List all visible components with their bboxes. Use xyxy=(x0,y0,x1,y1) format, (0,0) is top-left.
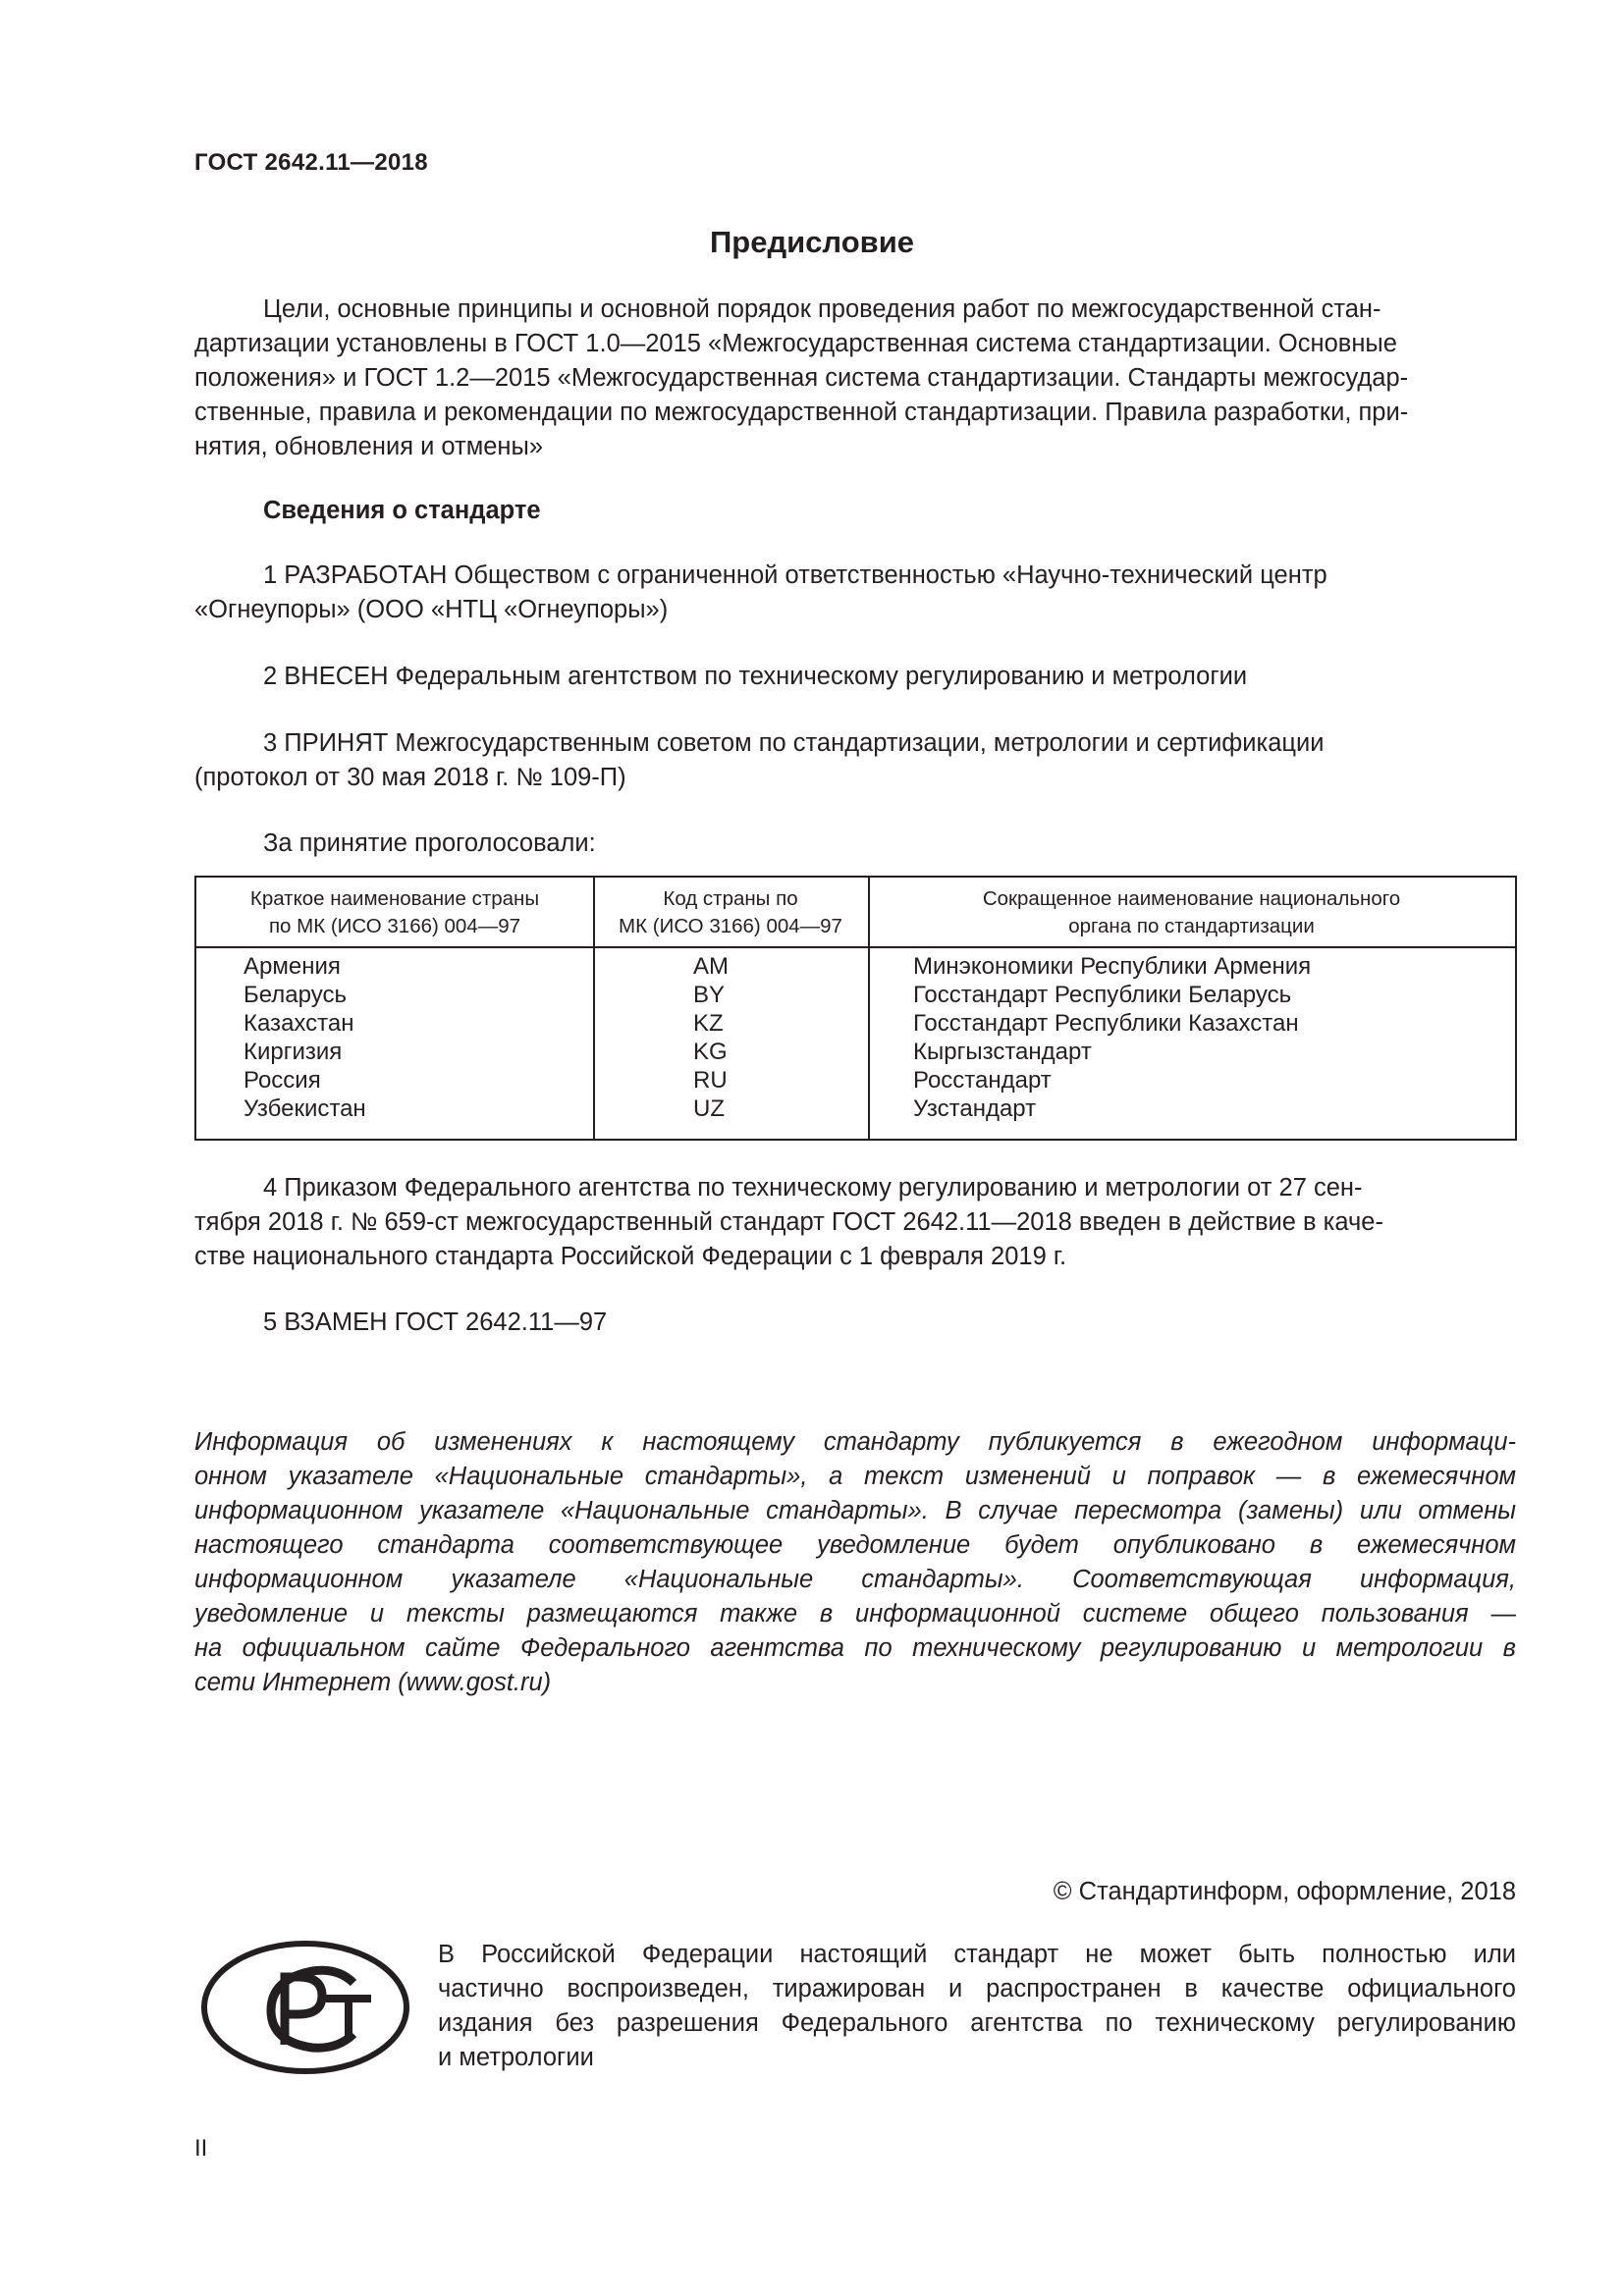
table-cell-code: AM xyxy=(693,953,729,980)
doc-number-header: ГОСТ 2642.11—2018 xyxy=(194,149,428,176)
table-cell-country: Армения xyxy=(244,953,341,980)
table-cell-body: Кыргызстандарт xyxy=(913,1039,1092,1065)
item-4-line: 4 Приказом Федерального агентства по техническому регулированию и метрологии от 27 сен- xyxy=(263,1174,1363,1201)
table-cell-body: Росстандарт xyxy=(913,1067,1052,1094)
reproduction-notice xyxy=(438,1938,1516,2075)
item-4-line: тября 2018 г. № 659-ст межгосударственный стандарт ГОСТ 2642.11—2018 введен в действие в каче- xyxy=(194,1208,1383,1236)
item-2: 2 ВНЕСЕН Федеральным агентством по техническому регулированию и метрологии xyxy=(263,663,1248,690)
table-cell-body: Госстандарт Республики Казахстан xyxy=(913,1010,1299,1037)
voting-table xyxy=(194,876,1517,1141)
table-cell-code: BY xyxy=(693,982,726,1008)
table-cell-body: Госстандарт Республики Беларусь xyxy=(913,982,1292,1008)
table-header-body: Сокращенное наименование национального органа по стандартизации xyxy=(982,887,1401,937)
table-column-body xyxy=(913,952,1311,1123)
item-5: 5 ВЗАМЕН ГОСТ 2642.11—97 xyxy=(263,1308,608,1336)
table-cell-body: Узстандарт xyxy=(913,1095,1037,1122)
section-title: Сведения о стандарте xyxy=(263,497,541,524)
item-1-line: 1 РАЗРАБОТАН Обществом с ограниченной ответственностью «Научно-технический центр xyxy=(263,561,1327,589)
table-cell-country: Киргизия xyxy=(244,1039,343,1065)
table-header-code: Код страны по МК (ИСО 3166) 004—97 xyxy=(619,887,842,937)
item-3 xyxy=(194,726,1516,795)
intro-line: Цели, основные принципы и основной порядок проведения работ по межгосударственной стан- xyxy=(263,295,1381,323)
intro-paragraph xyxy=(194,293,1516,464)
table-cell-country: Россия xyxy=(244,1067,321,1094)
notice-line: и метрологии xyxy=(438,2044,594,2071)
table-cell-country: Казахстан xyxy=(244,1010,354,1037)
table-cell-code: RU xyxy=(693,1067,728,1094)
table-column-country xyxy=(244,952,366,1123)
table-cell-body: Минэкономики Республики Армения xyxy=(913,953,1312,980)
info-line: уведомление и тексты размещаются также в информационной системе общего пользования — xyxy=(194,1600,1516,1628)
item-1-line: «Огнеупоры» (ООО «НТЦ «Огнеупоры») xyxy=(194,596,669,623)
info-line: онном указателе «Национальные стандарты», а текст изменений и поправок — в ежемесячном xyxy=(194,1463,1516,1490)
intro-line: нятия, обновления и отмены» xyxy=(194,433,544,460)
item-4 xyxy=(194,1171,1516,1274)
info-line: сети Интернет (www.gost.ru) xyxy=(194,1669,552,1696)
table-header-country: Краткое наименование страны по МК (ИСО 3166) 004—97 xyxy=(249,887,540,937)
item-3-line: (протокол от 30 мая 2018 г. № 109-П) xyxy=(194,764,626,791)
vote-label: За принятие проголосовали: xyxy=(263,829,596,857)
table-cell-code: KZ xyxy=(693,1010,724,1037)
amendments-info xyxy=(194,1425,1516,1700)
table-cell-country: Беларусь xyxy=(244,982,347,1008)
page-number: II xyxy=(194,2135,208,2162)
table-header-divider xyxy=(196,946,1515,948)
rst-certification-mark-icon xyxy=(200,1940,410,2075)
table-cell-code: KG xyxy=(693,1039,728,1065)
item-4-line: стве национального стандарта Российской Федерации с 1 февраля 2019 г. xyxy=(194,1243,1067,1270)
info-line: информационном указателе «Национальные стандарты». В случае пересмотра (замены) или отмены xyxy=(194,1497,1516,1524)
info-line: на официальном сайте Федерального агентства по техническому регулированию и метрологии в xyxy=(194,1634,1516,1662)
info-line: Информация об изменениях к настоящему стандарту публикуется в ежегодном информаци- xyxy=(194,1428,1516,1456)
item-3-line: 3 ПРИНЯТ Межгосударственным советом по стандартизации, метрологии и сертификации xyxy=(263,729,1325,757)
intro-line: дартизации установлены в ГОСТ 1.0—2015 «Межгосударственная система стандартизации. Основные xyxy=(194,330,1397,357)
notice-line: издания без разрешения Федерального агентства по техническому регулированию xyxy=(438,2009,1516,2037)
table-cell-code: UZ xyxy=(693,1095,725,1122)
info-line: информационном указателе «Национальные стандарты». Соответствующая информация, xyxy=(194,1566,1516,1593)
notice-line: В Российской Федерации настоящий стандарт не может быть полностью или xyxy=(438,1941,1516,1968)
intro-line: ственные, правила и рекомендации по межгосударственной стандартизации. Правила разработки, при- xyxy=(194,399,1409,426)
page-title: Предисловие xyxy=(709,225,914,259)
info-line: настоящего стандарта соответствующее уведомление будет опубликовано в ежемесячном xyxy=(194,1531,1516,1559)
item-1 xyxy=(194,559,1516,627)
intro-line: положения» и ГОСТ 1.2—2015 «Межгосударственная система стандартизации. Стандарты межгосудар- xyxy=(194,364,1409,392)
copyright: © Стандартинформ, оформление, 2018 xyxy=(1053,1878,1516,1905)
table-column-code xyxy=(693,952,729,1123)
notice-line: частично воспроизведен, тиражирован и распространен в качестве официального xyxy=(438,1975,1516,2002)
table-cell-country: Узбекистан xyxy=(244,1095,366,1122)
